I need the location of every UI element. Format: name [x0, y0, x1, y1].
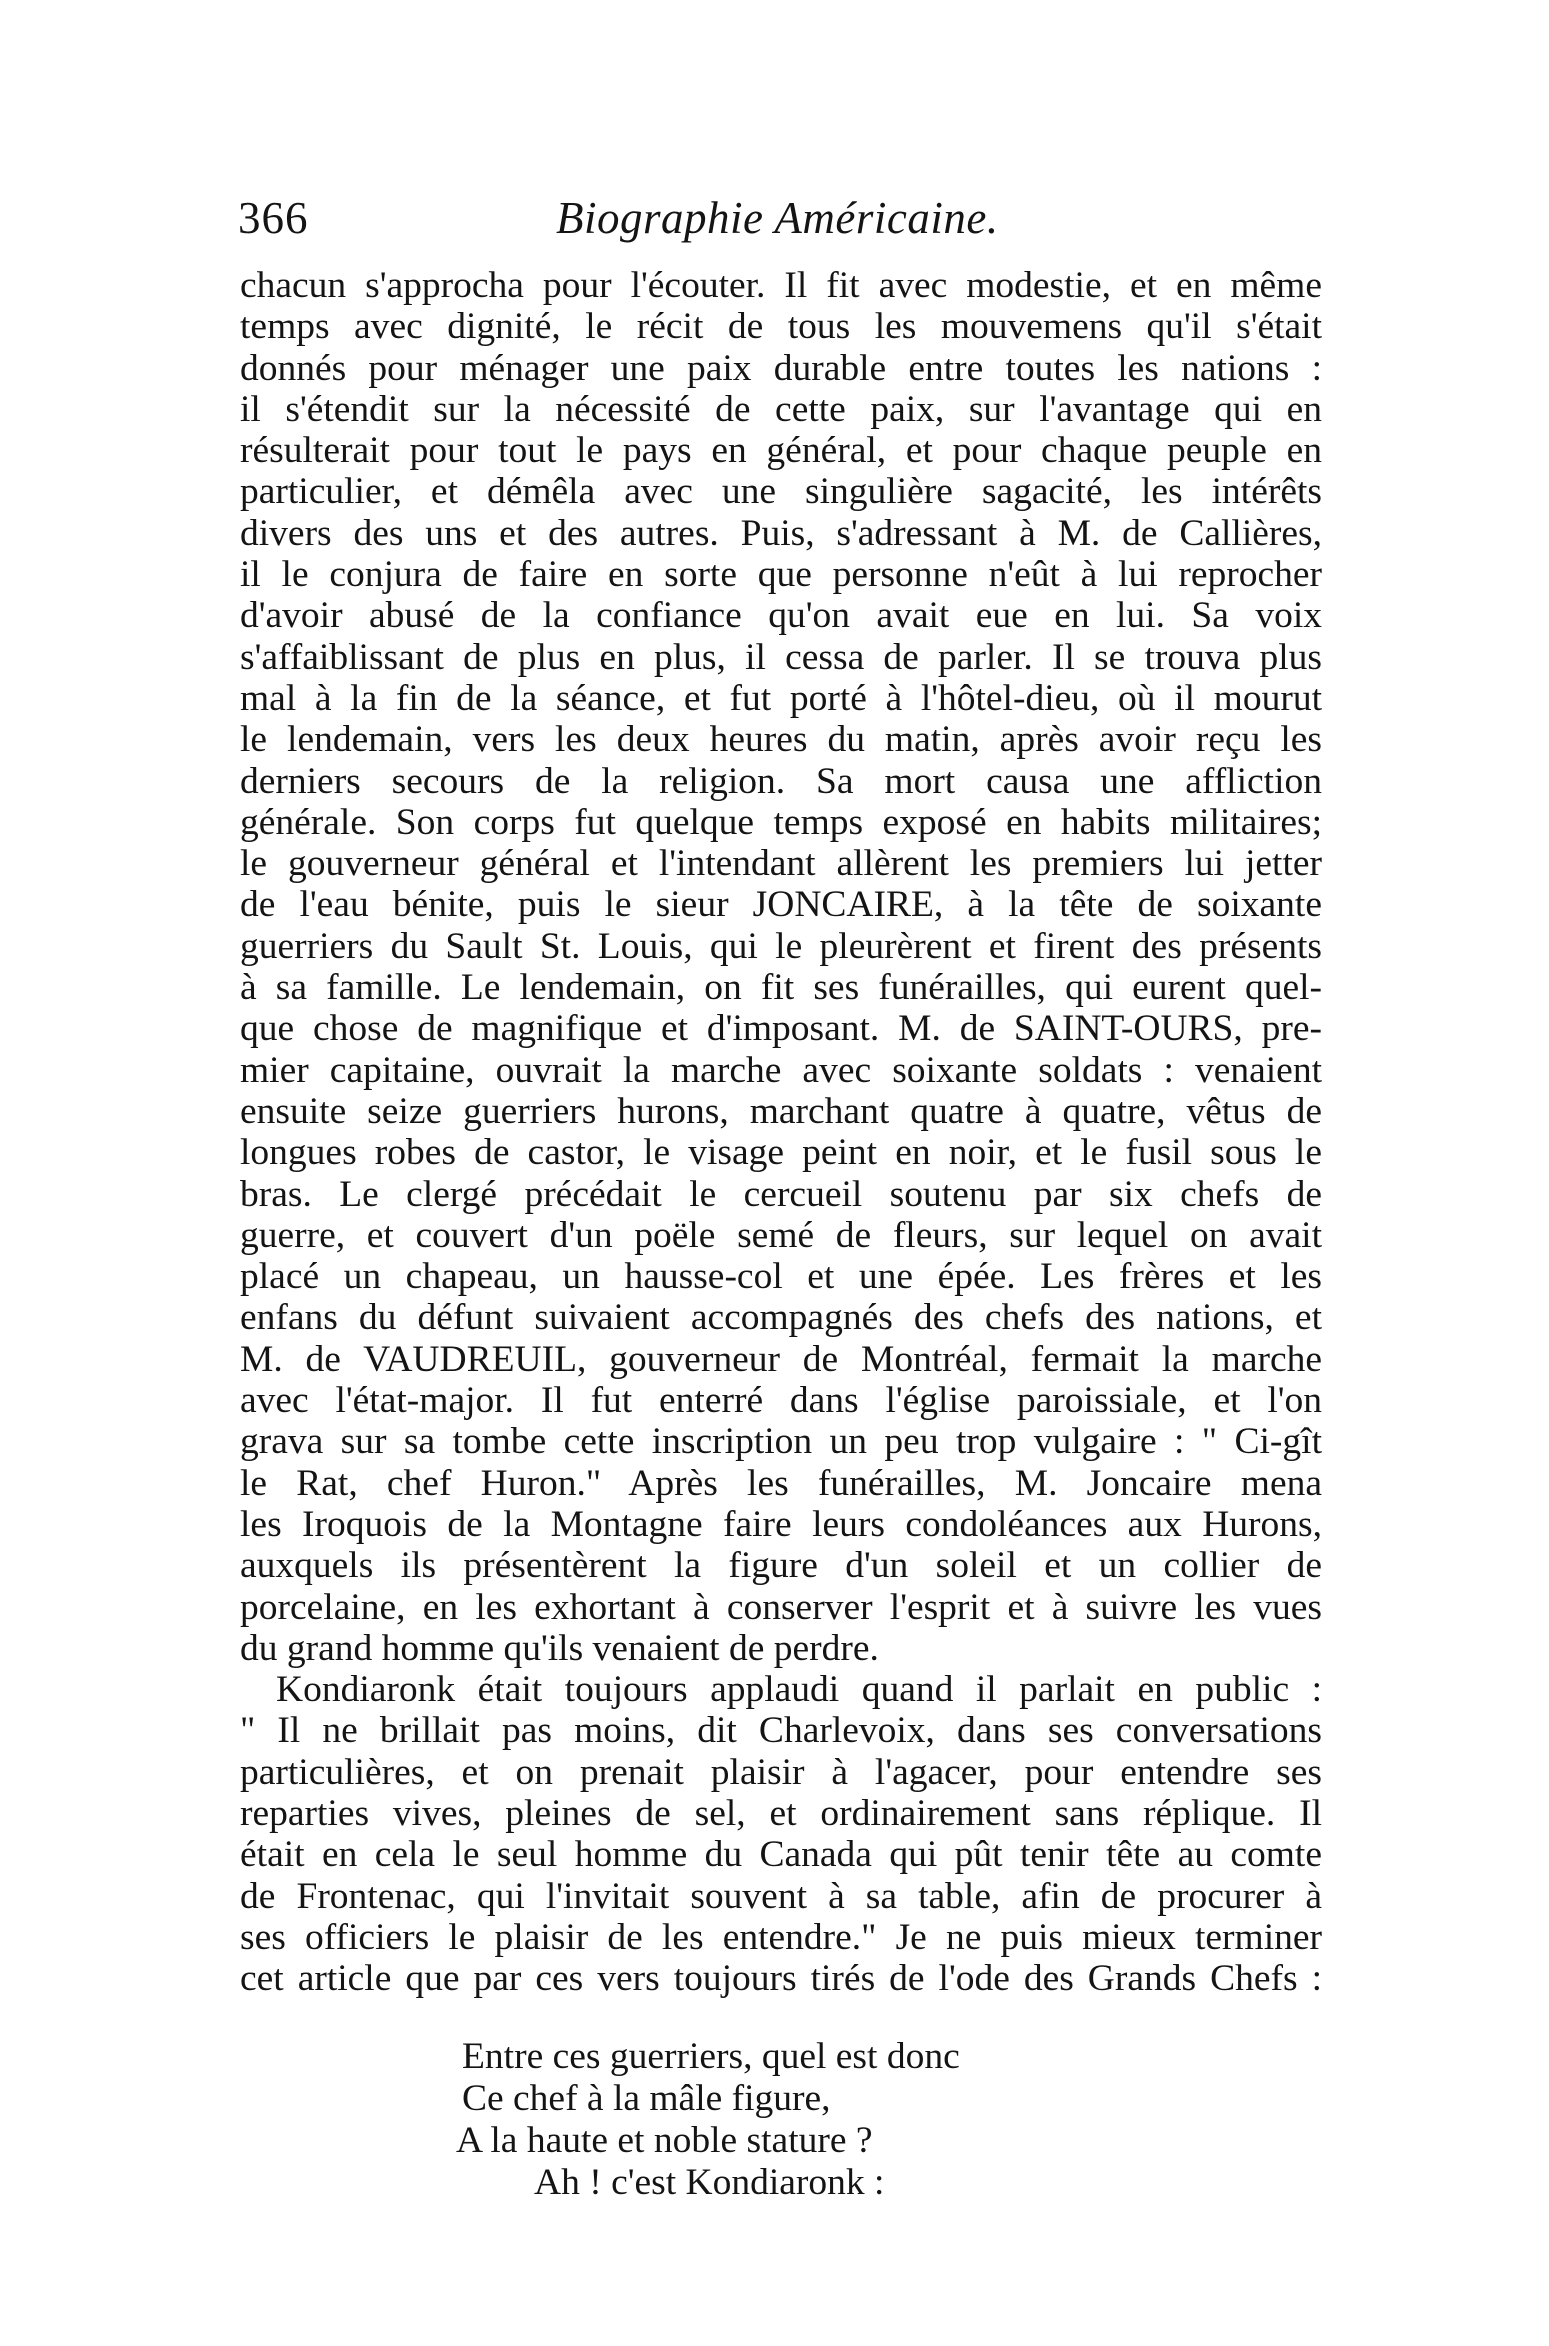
text-line: il le conjura de faire en sorte que personne n'eût à lui reprocher [240, 554, 1322, 596]
text-line: M. de VAUDREUIL, gouverneur de Montréal, fermait la marche [240, 1338, 1322, 1380]
text-line: guerre, et couvert d'un poële semé de fleurs, sur lequel on avait [240, 1214, 1322, 1256]
page-header [238, 192, 1318, 262]
text-line: particulier, et démêla avec une singulière sagacité, les intérêts [240, 471, 1322, 513]
text-line: le gouverneur général et l'intendant allèrent les premiers lui jetter [240, 843, 1322, 885]
text-line: grava sur sa tombe cette inscription un peu trop vulgaire : " Ci-gît [240, 1421, 1322, 1463]
text-line: reparties vives, pleines de sel, et ordinairement sans réplique. Il [240, 1792, 1322, 1834]
text-line: de Frontenac, qui l'invitait souvent à sa table, afin de procurer à [240, 1875, 1322, 1917]
text-line: les Iroquois de la Montagne faire leurs condoléances aux Hurons, [240, 1503, 1322, 1545]
text-line: que chose de magnifique et d'imposant. M. de SAINT-OURS, pre- [240, 1008, 1322, 1050]
text-line: particulières, et on prenait plaisir à l'agacer, pour entendre ses [240, 1751, 1322, 1793]
text-line: " Il ne brillait pas moins, dit Charlevoix, dans ses conversations [240, 1710, 1322, 1752]
paragraph-2 [240, 1669, 1322, 1999]
text-line: le Rat, chef Huron." Après les funérailles, M. Joncaire mena [240, 1462, 1322, 1504]
poem-line: Entre ces guerriers, quel est donc [462, 2036, 960, 2077]
text-line: résulterait pour tout le pays en général, et pour chaque peuple en [240, 430, 1322, 472]
text-line: temps avec dignité, le récit de tous les mouvemens qu'il s'était [240, 306, 1322, 348]
text-line: s'affaiblissant de plus en plus, il cessa de parler. Il se trouva plus [240, 636, 1322, 678]
text-line: générale. Son corps fut quelque temps exposé en habits militaires; [240, 801, 1322, 843]
text-line: chacun s'approcha pour l'écouter. Il fit avec modestie, et en même [240, 265, 1322, 306]
text-line: bras. Le clergé précédait le cercueil soutenu par six chefs de [240, 1173, 1322, 1215]
text-line: placé un chapeau, un hausse-col et une épée. Les frères et les [240, 1256, 1322, 1298]
text-line: il s'étendit sur la nécessité de cette paix, sur l'avantage qui en [240, 388, 1322, 430]
poem-line: Ce chef à la mâle figure, [462, 2078, 831, 2119]
body-text [240, 265, 1322, 1999]
text-line: à sa famille. Le lendemain, on fit ses funérailles, qui eurent quel- [240, 967, 1322, 1009]
text-line: Kondiaronk était toujours applaudi quand il parlait en public : [276, 1669, 1322, 1711]
text-line: guerriers du Sault St. Louis, qui le pleurèrent et firent des présents [240, 925, 1322, 967]
text-line: derniers secours de la religion. Sa mort causa une affliction [240, 760, 1322, 802]
text-line: du grand homme qu'ils venaient de perdre. [240, 1627, 879, 1669]
poem-line: A la haute et noble stature ? [456, 2120, 873, 2161]
running-title: Biographie Américaine. [556, 193, 999, 243]
text-line: enfans du défunt suivaient accompagnés des chefs des nations, et [240, 1297, 1322, 1339]
text-line: porcelaine, en les exhortant à conserver l'esprit et à suivre les vues [240, 1586, 1322, 1628]
text-line: ses officiers le plaisir de les entendre." Je ne puis mieux terminer [240, 1916, 1322, 1958]
text-line: longues robes de castor, le visage peint en noir, et le fusil sous le [240, 1132, 1322, 1174]
text-line: donnés pour ménager une paix durable entre toutes les nations : [240, 347, 1322, 389]
text-line: divers des uns et des autres. Puis, s'adressant à M. de Callières, [240, 512, 1322, 554]
text-line: mier capitaine, ouvrait la marche avec soixante soldats : venaient [240, 1049, 1322, 1091]
text-line: était en cela le seul homme du Canada qui pût tenir tête au comte [240, 1834, 1322, 1876]
page-number: 366 [238, 193, 309, 243]
poem [0, 2036, 1549, 2204]
poem-line: Ah ! c'est Kondiaronk : [534, 2162, 885, 2203]
text-line: avec l'état-major. Il fut enterré dans l'église paroissiale, et l'on [240, 1380, 1322, 1422]
text-line: de l'eau bénite, puis le sieur JONCAIRE, à la tête de soixante [240, 884, 1322, 926]
text-line: ensuite seize guerriers hurons, marchant quatre à quatre, vêtus de [240, 1090, 1322, 1132]
paragraph-1 [240, 265, 1322, 1669]
text-line: le lendemain, vers les deux heures du matin, après avoir reçu les [240, 719, 1322, 761]
text-line: mal à la fin de la séance, et fut porté à l'hôtel-dieu, où il mourut [240, 677, 1322, 719]
text-line: auxquels ils présentèrent la figure d'un soleil et un collier de [240, 1545, 1322, 1587]
text-line: cet article que par ces vers toujours tirés de l'ode des Grands Chefs : [240, 1958, 1322, 2000]
text-line: d'avoir abusé de la confiance qu'on avait eue en lui. Sa voix [240, 595, 1322, 637]
